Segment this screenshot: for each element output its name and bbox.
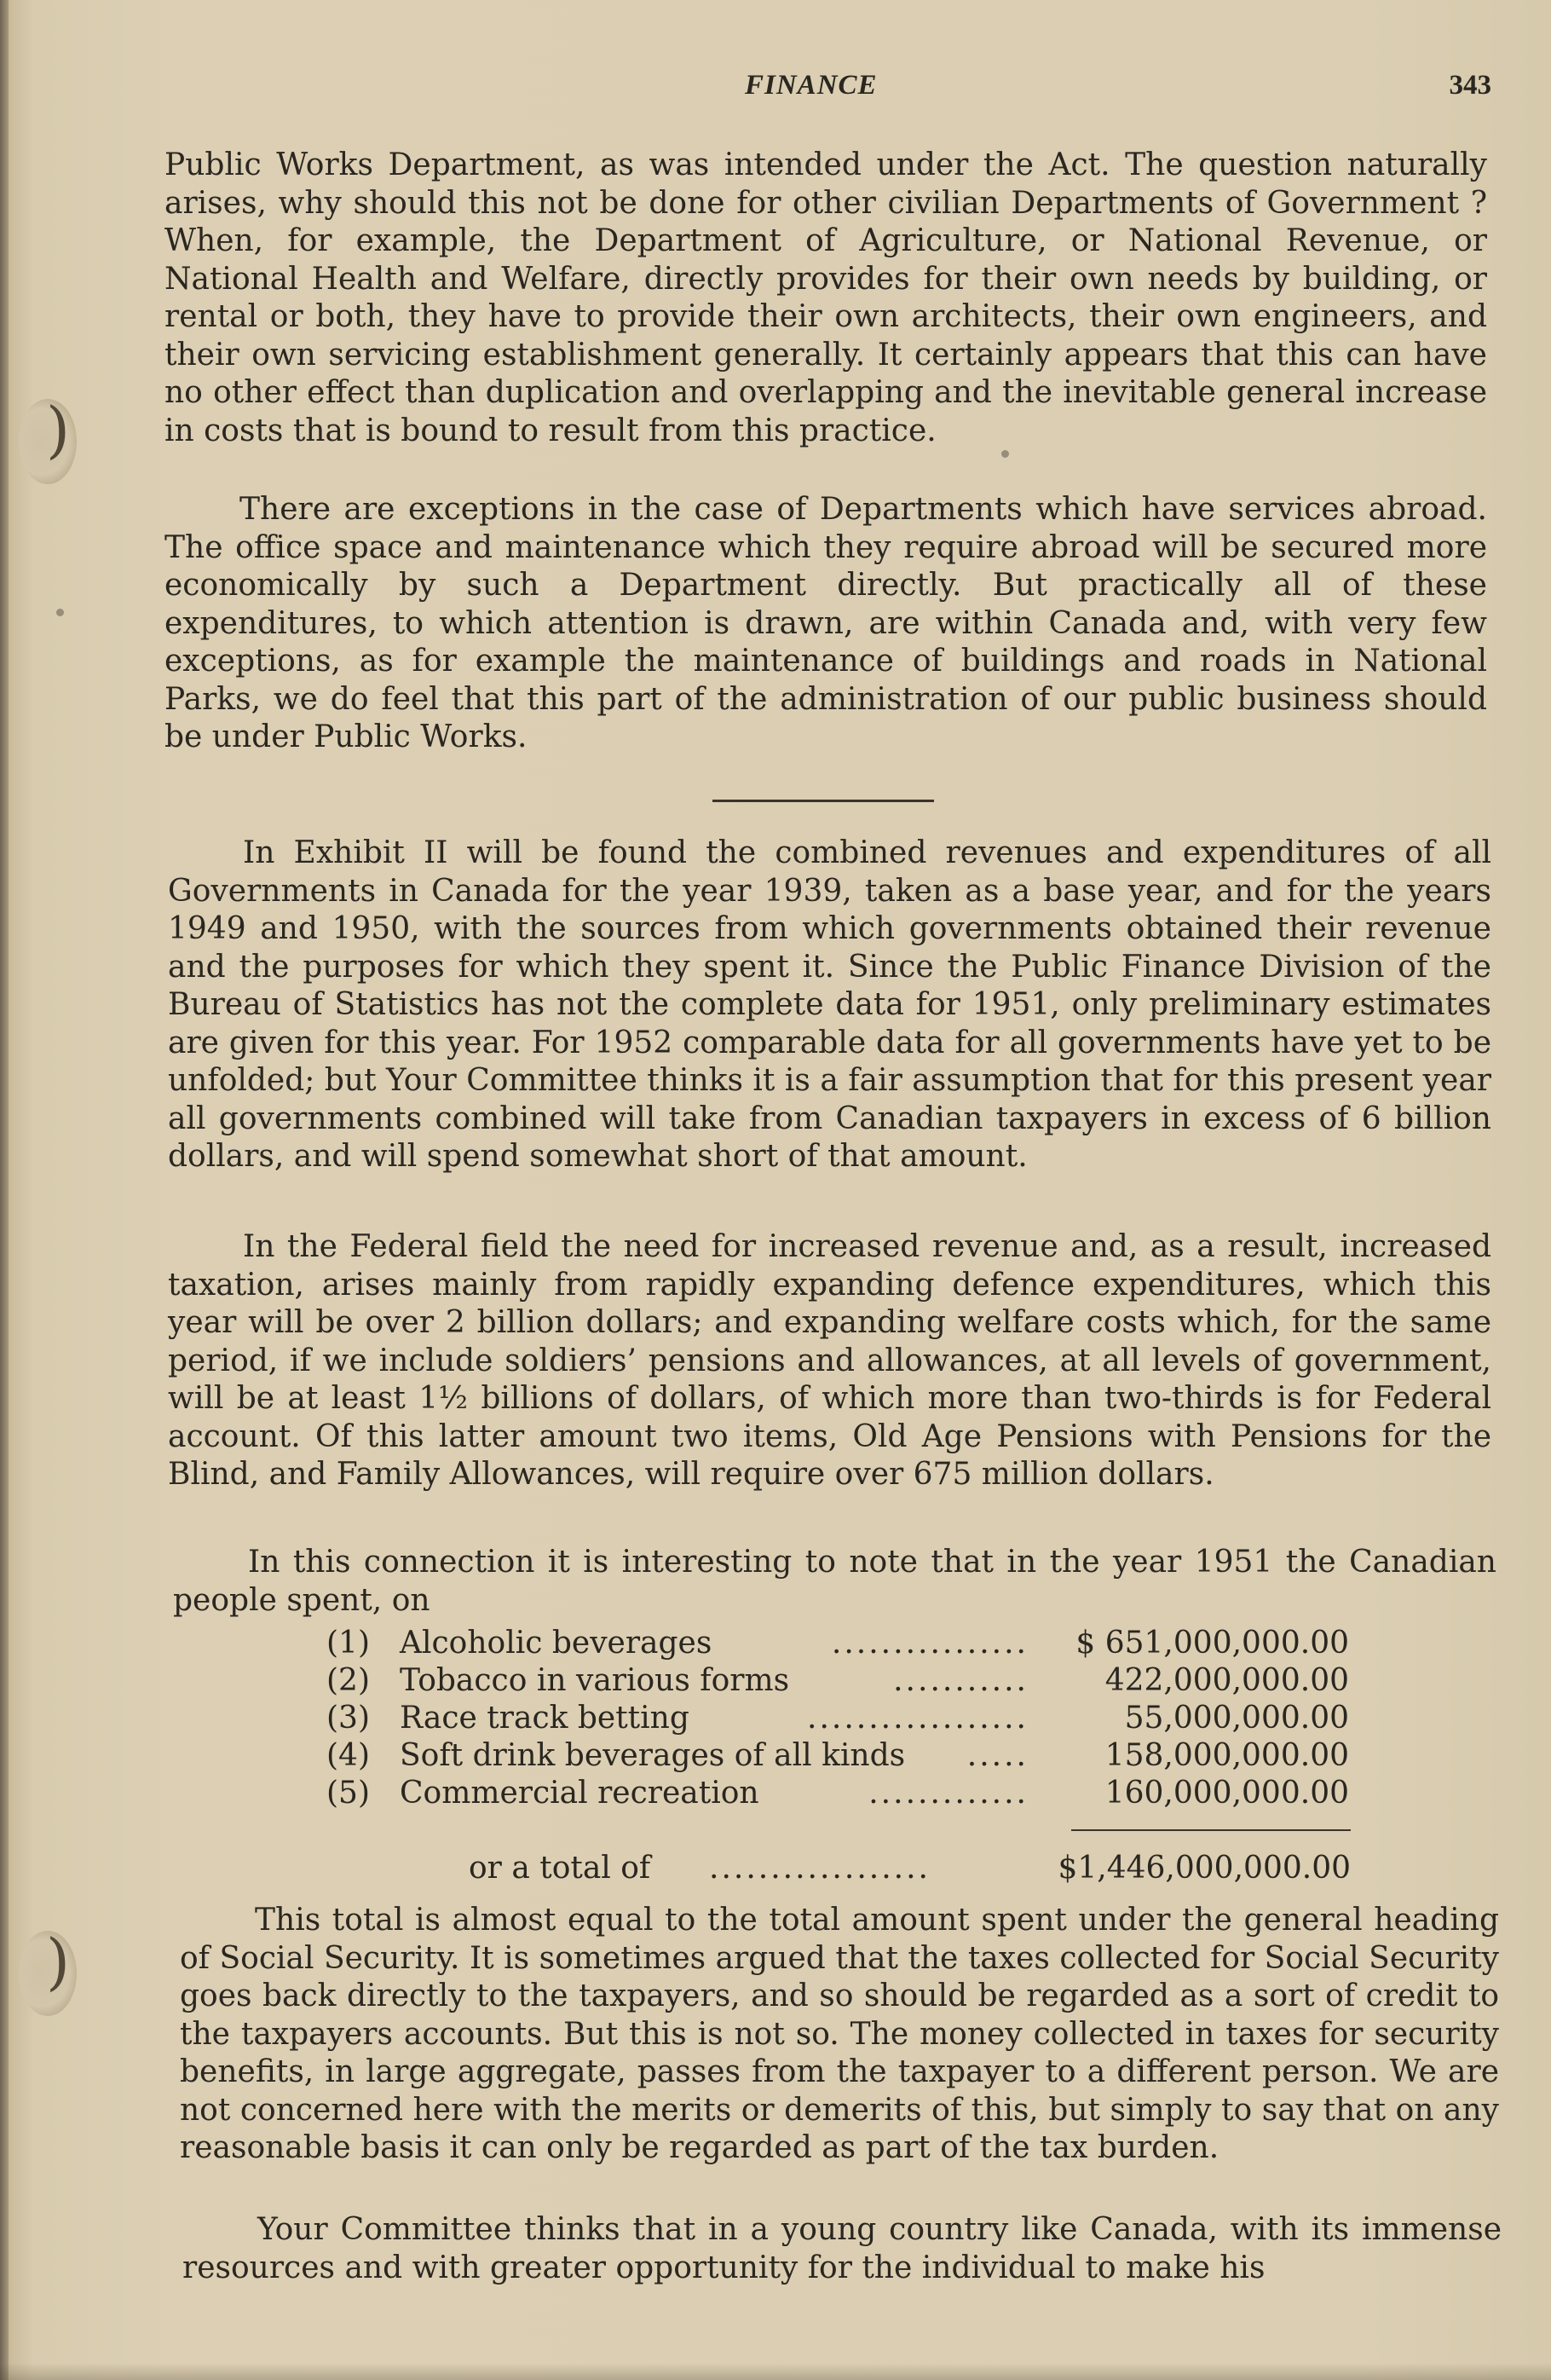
page-edge-shadow <box>0 2363 1551 2380</box>
leader-dots: ................ <box>831 1626 1029 1661</box>
sum-rule <box>1071 1829 1351 1831</box>
running-head: FINANCE <box>745 70 878 101</box>
leader-dots: .................. <box>709 1851 931 1886</box>
item-number: (4) <box>326 1738 370 1773</box>
item-number: (3) <box>326 1701 370 1736</box>
paragraph-exceptions: There are exceptions in the case of Departments which have services abroad. The office space and maintenance which they require abroad will be secured more economically by such a Department directly. But practically all of these expenditures, to which attention is drawn, are within Canada and, with very few exceptions, as for example the maintenance of buildings and roads in National Parks, we do feel that this part of the administration of our public business should be under Public Works. <box>164 492 1487 754</box>
paragraph-connection: In this connection it is interesting to note that in the year 1951 the Canadian people spent, on <box>173 1545 1496 1618</box>
paragraph-public-works: Public Works Department, as was intended under the Act. The question naturally arises, why should this not be done for other civilian Departments of Government ? When, for example, the Department of Agriculture, or National Revenue, or National Health and Welfare, directly provides for their own needs by building, or rental or both, they have to provide their own architects, their own engineers, and their own servicing establishment generally. It certainly appears that this can have no other effect than duplication and overlapping and the inevitable general increase in costs that is bound to result from this practice. <box>164 147 1487 448</box>
item-amount: 422,000,000.00 <box>1104 1663 1349 1698</box>
paragraph-federal-field: In the Federal field the need for increased revenue and, as a result, increased taxation, arises mainly from rapidly expanding defence expenditures, which this year will be over 2 billion dollars; and expanding welfare costs which, for the same period, if we include soldiers’ pensions and allowances, at all levels of government, will be at least 1½ billions of dollars, of which more than two-thirds is for Federal account. Of this latter amount two items, Old Age Pensions with Pensions for the Blind, and Family Allowances, will require over 675 million dollars. <box>168 1229 1491 1492</box>
list-item <box>326 1737 1349 1775</box>
total-row <box>469 1850 1351 1887</box>
item-label: Commercial recreation <box>400 1776 759 1811</box>
total-label: or a total of <box>469 1851 651 1886</box>
item-label: Soft drink beverages of all kinds <box>400 1738 906 1773</box>
hole-mark-upper: ) <box>46 394 71 465</box>
paragraph-exhibit-ii: In Exhibit II will be found the combined revenues and expenditures of all Governments in Canada for the year 1939, taken as a base year, and for the years 1949 and 1950, with the sources from which governments obtained their revenue and the purposes for which they spent it. Since the Public Finance Division of the Bureau of Statistics has not the complete data for 1951, only preliminary estimates are given for this year. For 1952 comparable data for all governments have yet to be unfolded; but Your Committee thinks it is a fair assumption that for this present year all governments combined will take from Canadian taxpayers in excess of 6 billion dollars, and will spend somewhat short of that amount. <box>168 835 1491 1174</box>
item-amount: 55,000,000.00 <box>1124 1701 1349 1736</box>
leader-dots: .................. <box>807 1701 1029 1736</box>
item-amount: $ 651,000,000.00 <box>1075 1626 1349 1661</box>
item-number: (2) <box>326 1663 370 1698</box>
leader-dots: ..... <box>966 1738 1029 1773</box>
list-item <box>326 1700 1349 1737</box>
item-label: Race track betting <box>400 1701 689 1736</box>
paper-speck <box>1001 450 1009 458</box>
leader-dots: ........... <box>893 1663 1029 1698</box>
item-label: Tobacco in various forms <box>400 1663 790 1698</box>
paper-speck <box>56 609 64 616</box>
paragraph-young-country: Your Committee thinks that in a young country like Canada, with its immense resources and with greater opportunity for the individual to make his <box>182 2212 1502 2285</box>
hole-mark-lower: ) <box>46 1926 71 1997</box>
list-item <box>326 1775 1349 1812</box>
item-number: (5) <box>326 1776 370 1811</box>
item-amount: 158,000,000.00 <box>1104 1738 1349 1773</box>
item-label: Alcoholic beverages <box>400 1626 712 1661</box>
section-divider <box>712 800 934 802</box>
total-amount: $1,446,000,000.00 <box>1058 1851 1351 1886</box>
page-number: 343 <box>1449 70 1491 101</box>
leader-dots: ............. <box>868 1776 1029 1811</box>
item-number: (1) <box>326 1626 370 1661</box>
paragraph-social-security: This total is almost equal to the total amount spent under the general heading of Social Security. It is sometimes argued that the taxes collected for Social Security goes back directly to the taxpayers, and so should be regarded as a sort of credit to the taxpayers accounts. But this is not so. The money collected in taxes for security benefits, in large aggregate, passes from the taxpayer to a different person. We are not concerned here with the merits or demerits of this, but simply to say that on any reasonable basis it can only be regarded as part of the tax burden. <box>180 1903 1499 2165</box>
binding-edge <box>0 0 9 2380</box>
list-item <box>326 1662 1349 1700</box>
list-item <box>326 1625 1349 1662</box>
item-amount: 160,000,000.00 <box>1104 1776 1349 1811</box>
